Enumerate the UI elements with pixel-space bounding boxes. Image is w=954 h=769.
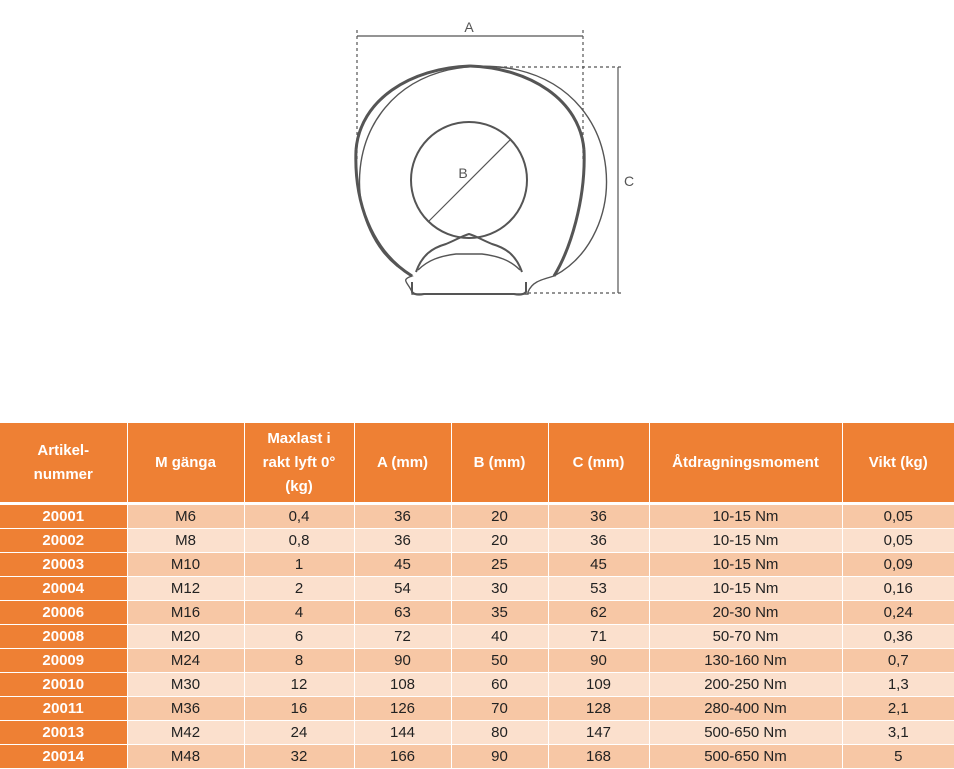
cell-thread: M48 (127, 745, 244, 769)
cell-dim-a: 126 (354, 697, 451, 721)
cell-dim-b: 60 (451, 673, 548, 697)
cell-dim-b: 30 (451, 577, 548, 601)
cell-max-load: 16 (244, 697, 354, 721)
cell-weight: 1,3 (842, 673, 954, 697)
table-row (0, 721, 954, 745)
header-thread: M gänga (127, 423, 244, 504)
cell-max-load: 6 (244, 625, 354, 649)
cell-torque: 130-160 Nm (649, 649, 842, 673)
cell-article-number: 20006 (0, 601, 127, 625)
cell-thread: M16 (127, 601, 244, 625)
cell-weight: 0,36 (842, 625, 954, 649)
cell-dim-a: 90 (354, 649, 451, 673)
cell-weight: 0,05 (842, 504, 954, 529)
cell-thread: M36 (127, 697, 244, 721)
cell-weight: 0,16 (842, 577, 954, 601)
dimension-b-label: B (458, 165, 468, 181)
cell-article-number: 20011 (0, 697, 127, 721)
cell-torque: 200-250 Nm (649, 673, 842, 697)
cell-thread: M6 (127, 504, 244, 529)
cell-torque: 280-400 Nm (649, 697, 842, 721)
header-weight: Vikt (kg) (842, 423, 954, 504)
cell-torque: 500-650 Nm (649, 745, 842, 769)
cell-torque: 10-15 Nm (649, 553, 842, 577)
table-body (0, 504, 954, 769)
dimension-c-label: C (624, 173, 635, 189)
cell-dim-c: 71 (548, 625, 649, 649)
cell-max-load: 2 (244, 577, 354, 601)
table-row (0, 697, 954, 721)
cell-article-number: 20008 (0, 625, 127, 649)
header-article-number: Artikel- nummer (0, 423, 127, 504)
cell-article-number: 20003 (0, 553, 127, 577)
header-a: A (mm) (354, 423, 451, 504)
cell-dim-b: 20 (451, 504, 548, 529)
cell-dim-a: 72 (354, 625, 451, 649)
cell-article-number: 20014 (0, 745, 127, 769)
cell-max-load: 12 (244, 673, 354, 697)
table-row (0, 625, 954, 649)
outer-ring-outline (360, 66, 607, 294)
cell-article-number: 20013 (0, 721, 127, 745)
cell-max-load: 8 (244, 649, 354, 673)
header-torque: Åtdragningsmoment (649, 423, 842, 504)
cell-max-load: 0,8 (244, 529, 354, 553)
cell-dim-c: 90 (548, 649, 649, 673)
cell-thread: M42 (127, 721, 244, 745)
header-b: B (mm) (451, 423, 548, 504)
cell-torque: 10-15 Nm (649, 529, 842, 553)
cell-max-load: 24 (244, 721, 354, 745)
cell-max-load: 1 (244, 553, 354, 577)
cell-dim-a: 54 (354, 577, 451, 601)
cell-dim-c: 62 (548, 601, 649, 625)
header-max-load: Maxlast i rakt lyft 0° (kg) (244, 423, 354, 504)
cell-max-load: 4 (244, 601, 354, 625)
cell-dim-c: 168 (548, 745, 649, 769)
cell-dim-c: 36 (548, 529, 649, 553)
cell-weight: 0,7 (842, 649, 954, 673)
cell-article-number: 20009 (0, 649, 127, 673)
cell-dim-b: 80 (451, 721, 548, 745)
cell-dim-a: 45 (354, 553, 451, 577)
cell-thread: M20 (127, 625, 244, 649)
cell-dim-b: 35 (451, 601, 548, 625)
cell-dim-c: 45 (548, 553, 649, 577)
cell-max-load: 0,4 (244, 504, 354, 529)
cell-dim-b: 70 (451, 697, 548, 721)
cell-torque: 50-70 Nm (649, 625, 842, 649)
table-row (0, 577, 954, 601)
cell-dim-b: 50 (451, 649, 548, 673)
header-c: C (mm) (548, 423, 649, 504)
table-row (0, 529, 954, 553)
table-row (0, 745, 954, 769)
cell-dim-a: 63 (354, 601, 451, 625)
cell-dim-b: 25 (451, 553, 548, 577)
table-row (0, 553, 954, 577)
cell-article-number: 20004 (0, 577, 127, 601)
cell-thread: M24 (127, 649, 244, 673)
cell-thread: M10 (127, 553, 244, 577)
table-row (0, 601, 954, 625)
cell-dim-a: 36 (354, 529, 451, 553)
cell-dim-a: 108 (354, 673, 451, 697)
cell-thread: M12 (127, 577, 244, 601)
cell-dim-c: 36 (548, 504, 649, 529)
cell-weight: 3,1 (842, 721, 954, 745)
cell-torque: 10-15 Nm (649, 504, 842, 529)
cell-dim-b: 90 (451, 745, 548, 769)
cell-article-number: 20010 (0, 673, 127, 697)
cell-dim-a: 166 (354, 745, 451, 769)
cell-dim-c: 53 (548, 577, 649, 601)
cell-article-number: 20002 (0, 529, 127, 553)
table-row (0, 673, 954, 697)
inner-hole (411, 122, 527, 238)
cell-weight: 0,05 (842, 529, 954, 553)
cell-weight: 0,24 (842, 601, 954, 625)
cell-dim-c: 128 (548, 697, 649, 721)
cell-thread: M30 (127, 673, 244, 697)
table-row (0, 649, 954, 673)
cell-max-load: 32 (244, 745, 354, 769)
cell-weight: 2,1 (842, 697, 954, 721)
cell-dim-c: 109 (548, 673, 649, 697)
cell-dim-a: 36 (354, 504, 451, 529)
cell-dim-c: 147 (548, 721, 649, 745)
specification-table (0, 423, 954, 769)
cell-thread: M8 (127, 529, 244, 553)
cell-dim-a: 144 (354, 721, 451, 745)
cell-dim-b: 40 (451, 625, 548, 649)
dimension-a-label: A (464, 19, 474, 35)
table-header-row (0, 423, 954, 504)
cell-dim-b: 20 (451, 529, 548, 553)
cell-article-number: 20001 (0, 504, 127, 529)
cell-torque: 10-15 Nm (649, 577, 842, 601)
cell-torque: 500-650 Nm (649, 721, 842, 745)
cell-torque: 20-30 Nm (649, 601, 842, 625)
table-row (0, 504, 954, 529)
cell-weight: 5 (842, 745, 954, 769)
cell-weight: 0,09 (842, 553, 954, 577)
